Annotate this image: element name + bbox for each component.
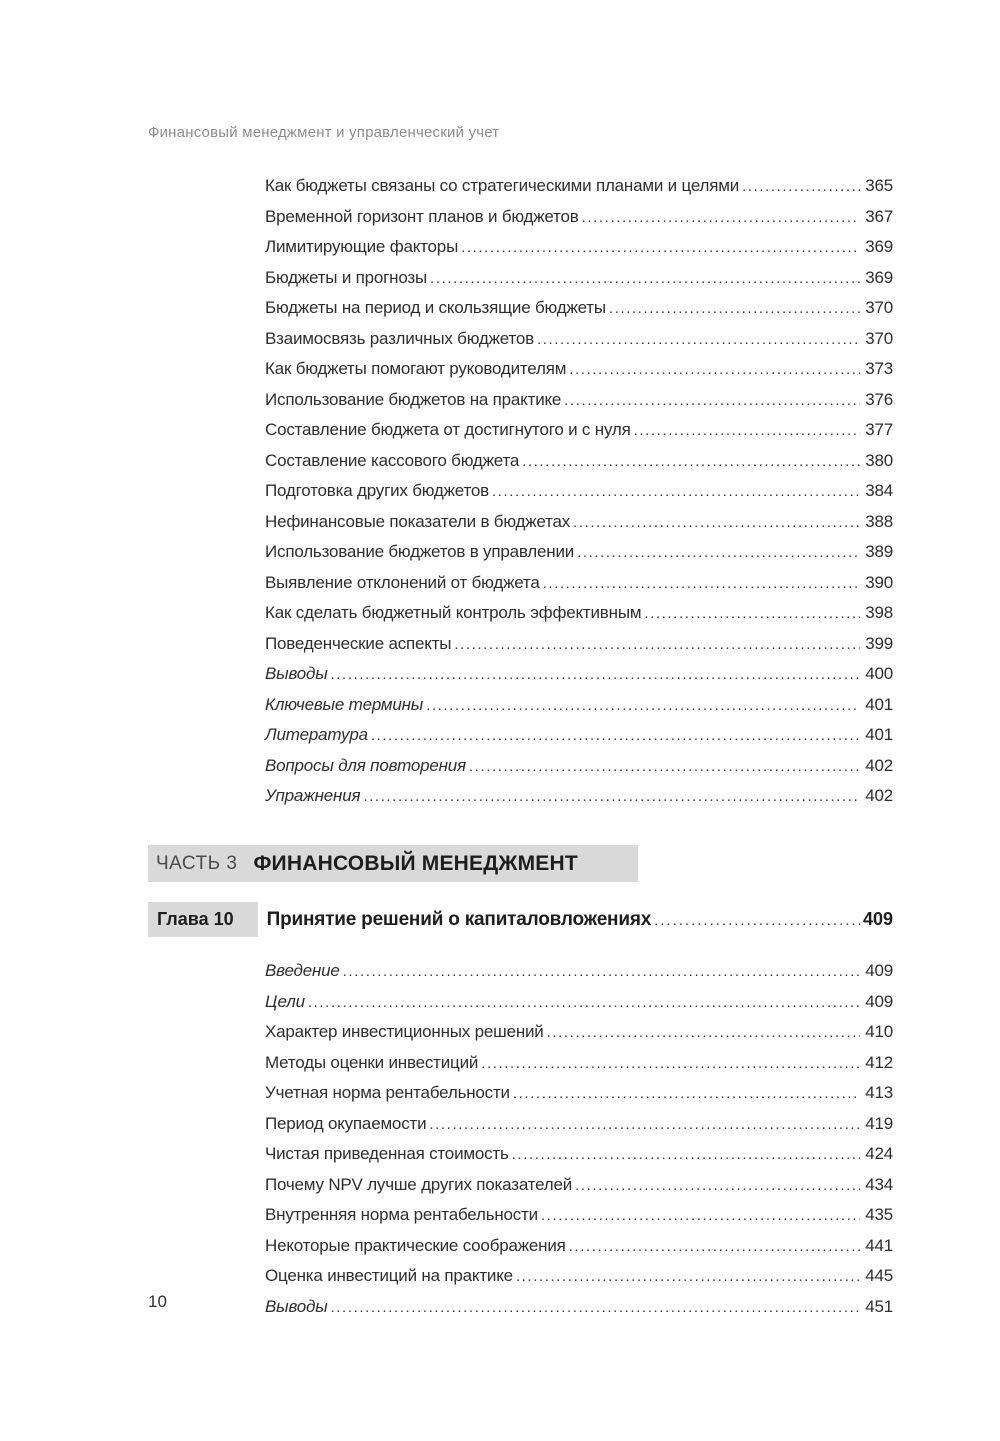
toc-entry	[265, 987, 893, 1018]
toc-entry	[265, 1109, 893, 1140]
toc-entry	[265, 690, 893, 721]
toc-entry	[265, 415, 893, 446]
toc-entry-page-number: 377	[865, 420, 893, 439]
toc-entry	[265, 1292, 893, 1323]
toc-entry	[265, 1048, 893, 1079]
dot-leader	[547, 1017, 860, 1048]
toc-entry	[265, 324, 893, 355]
toc-entry-title: Внутренняя норма рентабельности	[265, 1205, 538, 1224]
toc-entry-page-number: 434	[865, 1174, 893, 1194]
toc-entry-page-number: 373	[865, 359, 893, 378]
toc-entry-page-number: 380	[865, 450, 893, 470]
toc-entry	[265, 476, 893, 507]
toc-entry-title: Методы оценки инвестиций	[265, 1052, 479, 1072]
toc-entry-page-number: 399	[865, 633, 893, 653]
toc-entry-title: Введение	[265, 961, 340, 980]
toc-entry	[265, 385, 893, 416]
toc-entry-title: Составление кассового бюджета	[265, 450, 520, 470]
toc-entry-page-number: 401	[865, 694, 893, 714]
toc-entry	[265, 720, 893, 751]
toc-entry	[265, 1231, 893, 1262]
toc-entry-page-number: 388	[865, 511, 893, 531]
toc-entry-title: Как сделать бюджетный контроль эффективным	[265, 603, 642, 622]
toc-entry-page-number: 389	[865, 542, 893, 561]
toc-entry-title: Бюджеты на период и скользящие бюджеты	[265, 298, 606, 317]
dot-leader	[577, 537, 860, 568]
page-number: 10	[148, 1292, 167, 1311]
dot-leader	[469, 751, 860, 782]
toc-entry	[265, 507, 893, 538]
dot-leader	[541, 1200, 860, 1231]
toc-entry-page-number: 419	[865, 1113, 893, 1133]
toc-list-bottom	[265, 956, 893, 1322]
toc-entry-page-number: 370	[865, 328, 893, 348]
toc-entry	[265, 263, 893, 294]
toc-entry	[265, 232, 893, 263]
dot-leader	[564, 385, 860, 416]
dot-leader	[634, 415, 860, 446]
toc-entry-title: Оценка инвестиций на практике	[265, 1266, 513, 1285]
toc-entry-title: Как бюджеты связаны со стратегическими планами и целями	[265, 176, 740, 195]
dot-leader	[454, 629, 860, 660]
toc-entry-title: Как бюджеты помогают руководителям	[265, 359, 567, 378]
toc-entry-page-number: 384	[865, 481, 893, 500]
toc-entry	[265, 1261, 893, 1292]
dot-leader	[644, 598, 860, 629]
toc-entry-title: Поведенческие аспекты	[265, 633, 452, 653]
toc-entry-title: Почему NPV лучше других показателей	[265, 1174, 573, 1194]
toc-entry-page-number: 369	[865, 267, 893, 287]
toc-entry	[265, 202, 893, 233]
toc-entry-page-number: 400	[865, 664, 893, 683]
toc-entry-page-number: 445	[865, 1266, 893, 1285]
dot-leader	[516, 1261, 860, 1292]
toc-entry-title: Составление бюджета от достигнутого и с нуля	[265, 420, 631, 439]
toc-entry-title: Учетная норма рентабельности	[265, 1083, 510, 1102]
toc-entry	[265, 1200, 893, 1231]
toc-entry-page-number: 367	[865, 206, 893, 226]
dot-leader	[461, 232, 860, 263]
toc-entry	[265, 293, 893, 324]
toc-entry-page-number: 441	[865, 1235, 893, 1255]
dot-leader	[569, 354, 860, 385]
toc-entry	[265, 1139, 893, 1170]
toc-entry-title: Временной горизонт планов и бюджетов	[265, 206, 579, 226]
dot-leader	[331, 659, 860, 690]
chapter-title: Принятие решений о капиталовложениях	[266, 909, 652, 930]
dot-leader	[363, 781, 860, 812]
dot-leader	[575, 1170, 860, 1201]
dot-leader	[512, 1139, 860, 1170]
toc-entry-title: Чистая приведенная стоимость	[265, 1144, 509, 1163]
toc-entry-page-number: 402	[865, 755, 893, 775]
dot-leader	[513, 1078, 860, 1109]
toc-entry-title: Выводы	[265, 664, 328, 683]
toc-entry-title: Бюджеты и прогнозы	[265, 267, 428, 287]
dot-leader	[426, 690, 860, 721]
toc-entry	[265, 956, 893, 987]
dot-leader	[371, 720, 860, 751]
toc-entry	[265, 568, 893, 599]
dot-leader	[343, 956, 860, 987]
toc-entry-title: Упражнения	[265, 786, 361, 805]
toc-entry-page-number: 369	[865, 237, 893, 256]
toc-entry	[265, 354, 893, 385]
toc-entry-title: Вопросы для повторения	[265, 755, 466, 775]
dot-leader	[543, 568, 860, 599]
dot-leader	[609, 293, 860, 324]
toc-entry-title: Выявление отклонений от бюджета	[265, 572, 540, 592]
toc-entry-page-number: 412	[865, 1052, 893, 1072]
toc-entry	[265, 598, 893, 629]
toc-entry-title: Ключевые термины	[265, 694, 424, 714]
toc-entry	[265, 171, 893, 202]
toc-entry-title: Цели	[265, 991, 305, 1011]
toc-entry-title: Характер инвестиционных решений	[265, 1022, 544, 1041]
dot-leader	[654, 912, 860, 930]
dot-leader	[430, 263, 860, 294]
dot-leader	[742, 171, 860, 202]
toc-entry-page-number: 370	[865, 298, 893, 317]
toc-entry-title: Взаимосвязь различных бюджетов	[265, 328, 534, 348]
dot-leader	[537, 324, 860, 355]
part-label: ЧАСТЬ 3	[156, 852, 238, 874]
dot-leader	[492, 476, 860, 507]
toc-entry	[265, 629, 893, 660]
toc-entry-title: Некоторые практические соображения	[265, 1235, 566, 1255]
toc-entry	[265, 446, 893, 477]
toc-entry-page-number: 410	[865, 1022, 893, 1041]
chapter-heading	[148, 902, 893, 937]
toc-entry-title: Лимитирующие факторы	[265, 237, 459, 256]
toc-entry-page-number: 409	[865, 991, 893, 1011]
toc-entry-title: Выводы	[265, 1296, 328, 1316]
toc-entry-page-number: 413	[865, 1083, 893, 1102]
toc-entry-title: Использование бюджетов на практике	[265, 389, 562, 409]
toc-entry	[265, 781, 893, 812]
toc-entry	[265, 659, 893, 690]
toc-entry	[265, 1017, 893, 1048]
toc-list-top	[265, 171, 893, 812]
chapter-page-number: 409	[862, 909, 893, 929]
dot-leader	[308, 987, 860, 1018]
dot-leader	[573, 507, 860, 538]
toc-entry	[265, 1170, 893, 1201]
dot-leader	[522, 446, 860, 477]
toc-entry-title: Использование бюджетов в управлении	[265, 542, 575, 561]
toc-entry	[265, 537, 893, 568]
dot-leader	[569, 1231, 860, 1262]
toc-entry-page-number: 401	[865, 725, 893, 744]
dot-leader	[481, 1048, 860, 1079]
part-header-bar	[148, 845, 638, 882]
toc-entry-page-number: 451	[865, 1296, 893, 1316]
toc-entry-page-number: 409	[865, 961, 893, 980]
toc-entry-page-number: 424	[865, 1144, 893, 1163]
toc-entry-title: Литература	[265, 725, 368, 744]
toc-entry-page-number: 390	[865, 572, 893, 592]
dot-leader	[582, 202, 860, 233]
dot-leader	[331, 1292, 860, 1323]
toc-entry-title: Подготовка других бюджетов	[265, 481, 489, 500]
toc-entry-page-number: 435	[865, 1205, 893, 1224]
chapter-label: Глава 10	[148, 902, 258, 937]
toc-entry-page-number: 402	[865, 786, 893, 805]
toc-entry-title: Период окупаемости	[265, 1113, 427, 1133]
part-title: ФИНАНСОВЫЙ МЕНЕДЖМЕНТ	[253, 851, 578, 875]
dot-leader	[429, 1109, 860, 1140]
running-header: Финансовый менеджмент и управленческий учет	[148, 124, 500, 141]
toc-entry-page-number: 365	[865, 176, 893, 195]
toc-entry-page-number: 398	[865, 603, 893, 622]
toc-entry-page-number: 376	[865, 389, 893, 409]
toc-entry-title: Нефинансовые показатели в бюджетах	[265, 511, 571, 531]
toc-entry	[265, 1078, 893, 1109]
toc-entry	[265, 751, 893, 782]
